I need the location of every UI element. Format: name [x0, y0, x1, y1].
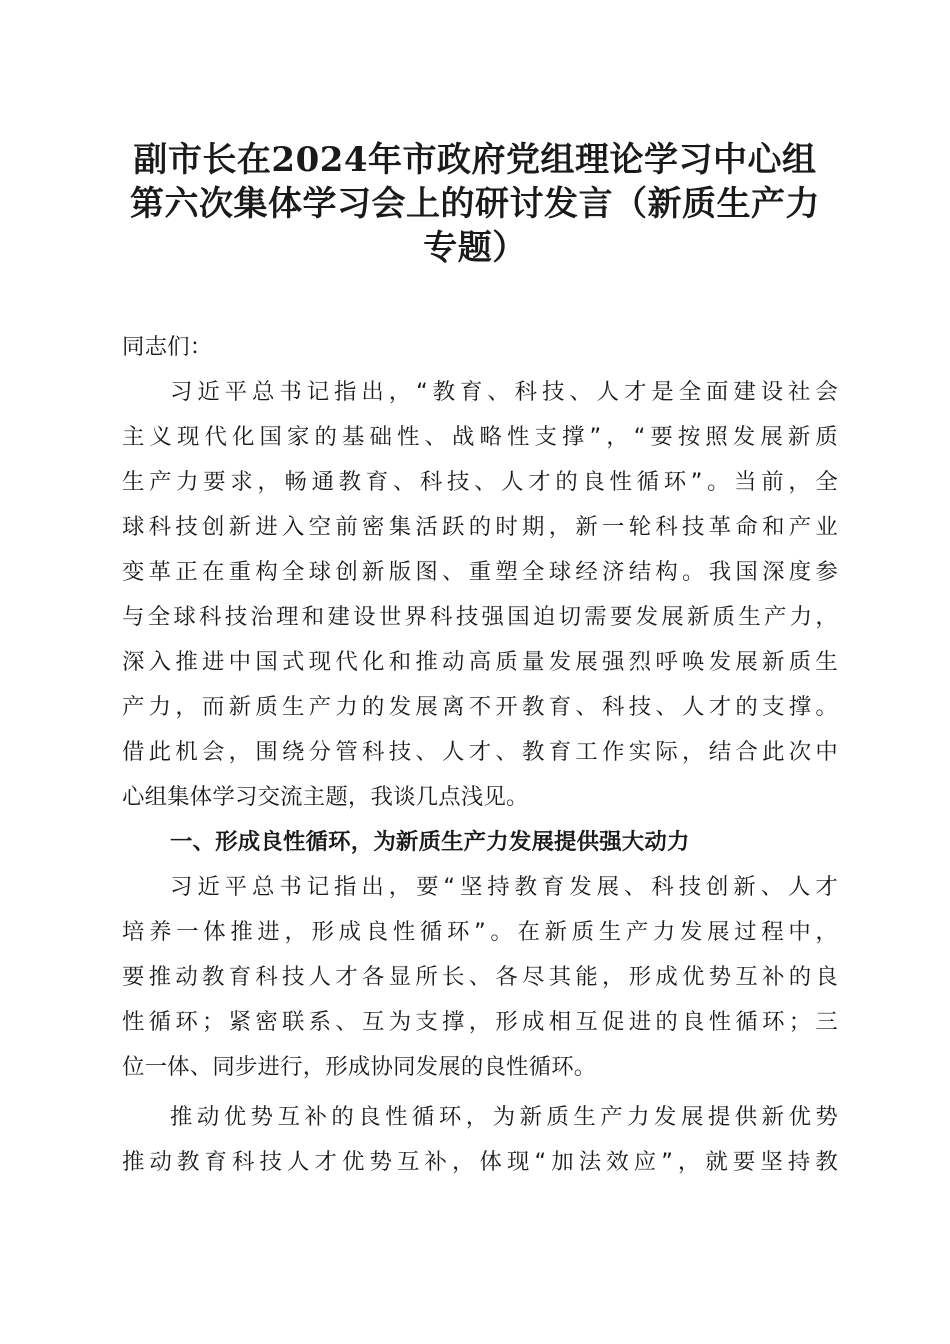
title-line-3: 专题）	[423, 228, 527, 268]
paragraph-line: 主义现代化国家的基础性、战略性支撑”，“要按照发展新质	[122, 424, 838, 450]
section-heading: 一、形成良性循环，为新质生产力发展提供强大动力	[170, 829, 690, 855]
paragraph-line: 心组集体学习交流主题，我谈几点浅见。	[122, 784, 529, 810]
document-body	[122, 325, 838, 1185]
paragraph-line: 习近平总书记指出，要“坚持教育发展、科技创新、人才	[170, 874, 838, 900]
paragraph-line: 要推动教育科技人才各显所长、各尽其能，形成优势互补的良	[122, 964, 838, 990]
paragraph-line: 产力，而新质生产力的发展离不开教育、科技、人才的支撑。	[122, 694, 838, 720]
paragraph-line: 借此机会，围绕分管科技、人才、教育工作实际，结合此次中	[122, 739, 838, 765]
section1-paragraph-2	[122, 1095, 838, 1185]
paragraph-line: 深入推进中国式现代化和推动高质量发展强烈呼唤发展新质生	[122, 649, 838, 675]
intro-paragraph	[122, 370, 838, 820]
paragraph-line: 位一体、同步进行，形成协同发展的良性循环。	[122, 1054, 597, 1080]
salutation: 同志们：	[122, 334, 213, 360]
paragraph-line: 推动教育科技人才优势互补，体现“加法效应”，就要坚持教	[122, 1149, 838, 1175]
paragraph-line: 球科技创新进入空前密集活跃的时期，新一轮科技革命和产业	[122, 514, 838, 540]
section1-paragraph-1	[122, 865, 838, 1090]
paragraph-line: 培养一体推进，形成良性循环”。在新质生产力发展过程中，	[122, 919, 838, 945]
title-line-1: 副市长在2024年市政府党组理论学习中心组	[133, 140, 817, 180]
paragraph-line: 与全球科技治理和建设世界科技强国迫切需要发展新质生产力，	[122, 604, 838, 630]
paragraph-line: 习近平总书记指出，“教育、科技、人才是全面建设社会	[170, 379, 838, 405]
paragraph-line: 变革正在重构全球创新版图、重塑全球经济结构。我国深度参	[122, 559, 838, 585]
paragraph-line: 生产力要求，畅通教育、科技、人才的良性循环”。当前，全	[122, 469, 838, 495]
paragraph-line: 推动优势互补的良性循环，为新质生产力发展提供新优势	[170, 1104, 838, 1130]
document-title	[100, 138, 850, 270]
title-line-2: 第六次集体学习会上的研讨发言（新质生产力	[130, 184, 820, 224]
paragraph-line: 性循环；紧密联系、互为支撑，形成相互促进的良性循环；三	[122, 1009, 838, 1035]
